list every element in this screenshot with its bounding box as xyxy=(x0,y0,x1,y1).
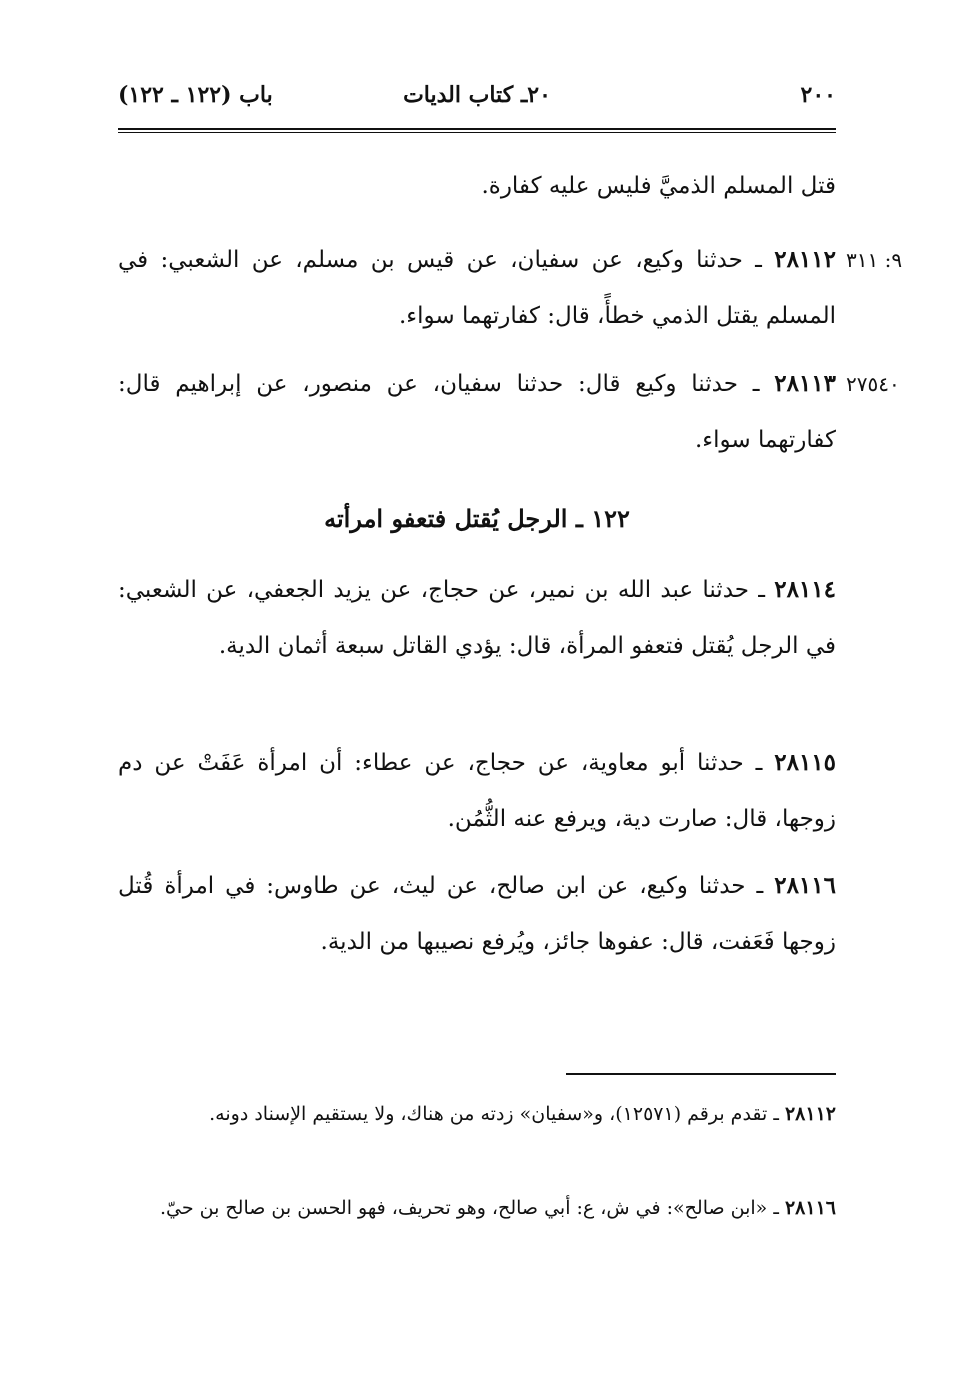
hadith-paragraph xyxy=(118,562,836,674)
hadith-number: ٢٨١١٤ xyxy=(774,576,836,603)
paragraph-text: قتل المسلم الذميَّ فليس عليه كفارة. xyxy=(481,173,836,199)
hadith-number: ٢٨١١٢ xyxy=(774,246,836,273)
page-number: ٢٠٠ xyxy=(800,82,836,108)
hadith-number: ٢٨١١٣ xyxy=(774,370,836,397)
hadith-text: ـ حدثنا وكيع، عن سفيان، عن قيس بن مسلم، عن الشعبي: في المسلم يقتل الذمي خطأً، قال: كفارتهما سواء. xyxy=(118,247,836,329)
hadith-text: ـ حدثنا أبو معاوية، عن حجاج، عن عطاء: أن امرأة عَفَتْ عن دم زوجها، قال: صارت دية، ويرفع عنه الثُّمُن. xyxy=(118,750,836,832)
hadith-text: ـ حدثنا عبد الله بن نمير، عن حجاج، عن يزيد الجعفي، عن الشعبي: في الرجل يُقتل فتعفو المرأة، قال: يؤدي القاتل سبعة أثمان الدية. xyxy=(118,577,836,659)
section-heading: ١٢٢ ـ الرجل يُقتل فتعفو امرأته xyxy=(324,504,630,533)
footnote-separator xyxy=(566,1073,836,1075)
margin-reference: ٢٧٥٤٠ xyxy=(846,372,900,396)
margin-reference: ٩: ٣١١ xyxy=(846,248,903,272)
hadith-text: ـ حدثنا وكيع قال: حدثنا سفيان، عن منصور، عن إبراهيم قال: كفارتهما سواء. xyxy=(118,371,836,453)
hadith-text: ـ حدثنا وكيع، عن ابن صالح، عن ليث، عن طاوس: في امرأة قُتل زوجها فَعَفت، قال: عفوها جائز، ويُرفع نصيبها من الدية. xyxy=(118,873,836,955)
footnote-number: ٢٨١١٦ xyxy=(784,1197,836,1219)
running-header xyxy=(118,82,836,122)
footnote-text: ـ تقدم برقم (١٢٥٧١)، و«سفيان» زدته من هناك، ولا يستقيم الإسناد دونه. xyxy=(209,1103,779,1125)
hadith-paragraph xyxy=(118,232,836,344)
hadith-paragraph xyxy=(118,356,836,468)
hadith-paragraph xyxy=(118,735,836,847)
footnote-number: ٢٨١١٢ xyxy=(784,1103,836,1125)
header-rule-thin xyxy=(118,132,836,133)
footnote xyxy=(118,1092,836,1136)
header-rule xyxy=(118,128,836,130)
paragraph-continuation xyxy=(118,158,836,214)
chapter-range: باب (١٢٢ ـ ١٢٢) xyxy=(118,82,273,108)
footnote xyxy=(118,1186,836,1230)
hadith-number: ٢٨١١٦ xyxy=(774,872,836,899)
footnote-text: ـ «ابن صالح»: في ش، ع: أبي صالح، وهو تحريف، فهو الحسن بن صالح بن حيّ. xyxy=(159,1197,779,1219)
hadith-paragraph xyxy=(118,858,836,970)
book-title: ٢٠ـ كتاب الديات xyxy=(403,82,551,108)
hadith-number: ٢٨١١٥ xyxy=(774,749,837,776)
